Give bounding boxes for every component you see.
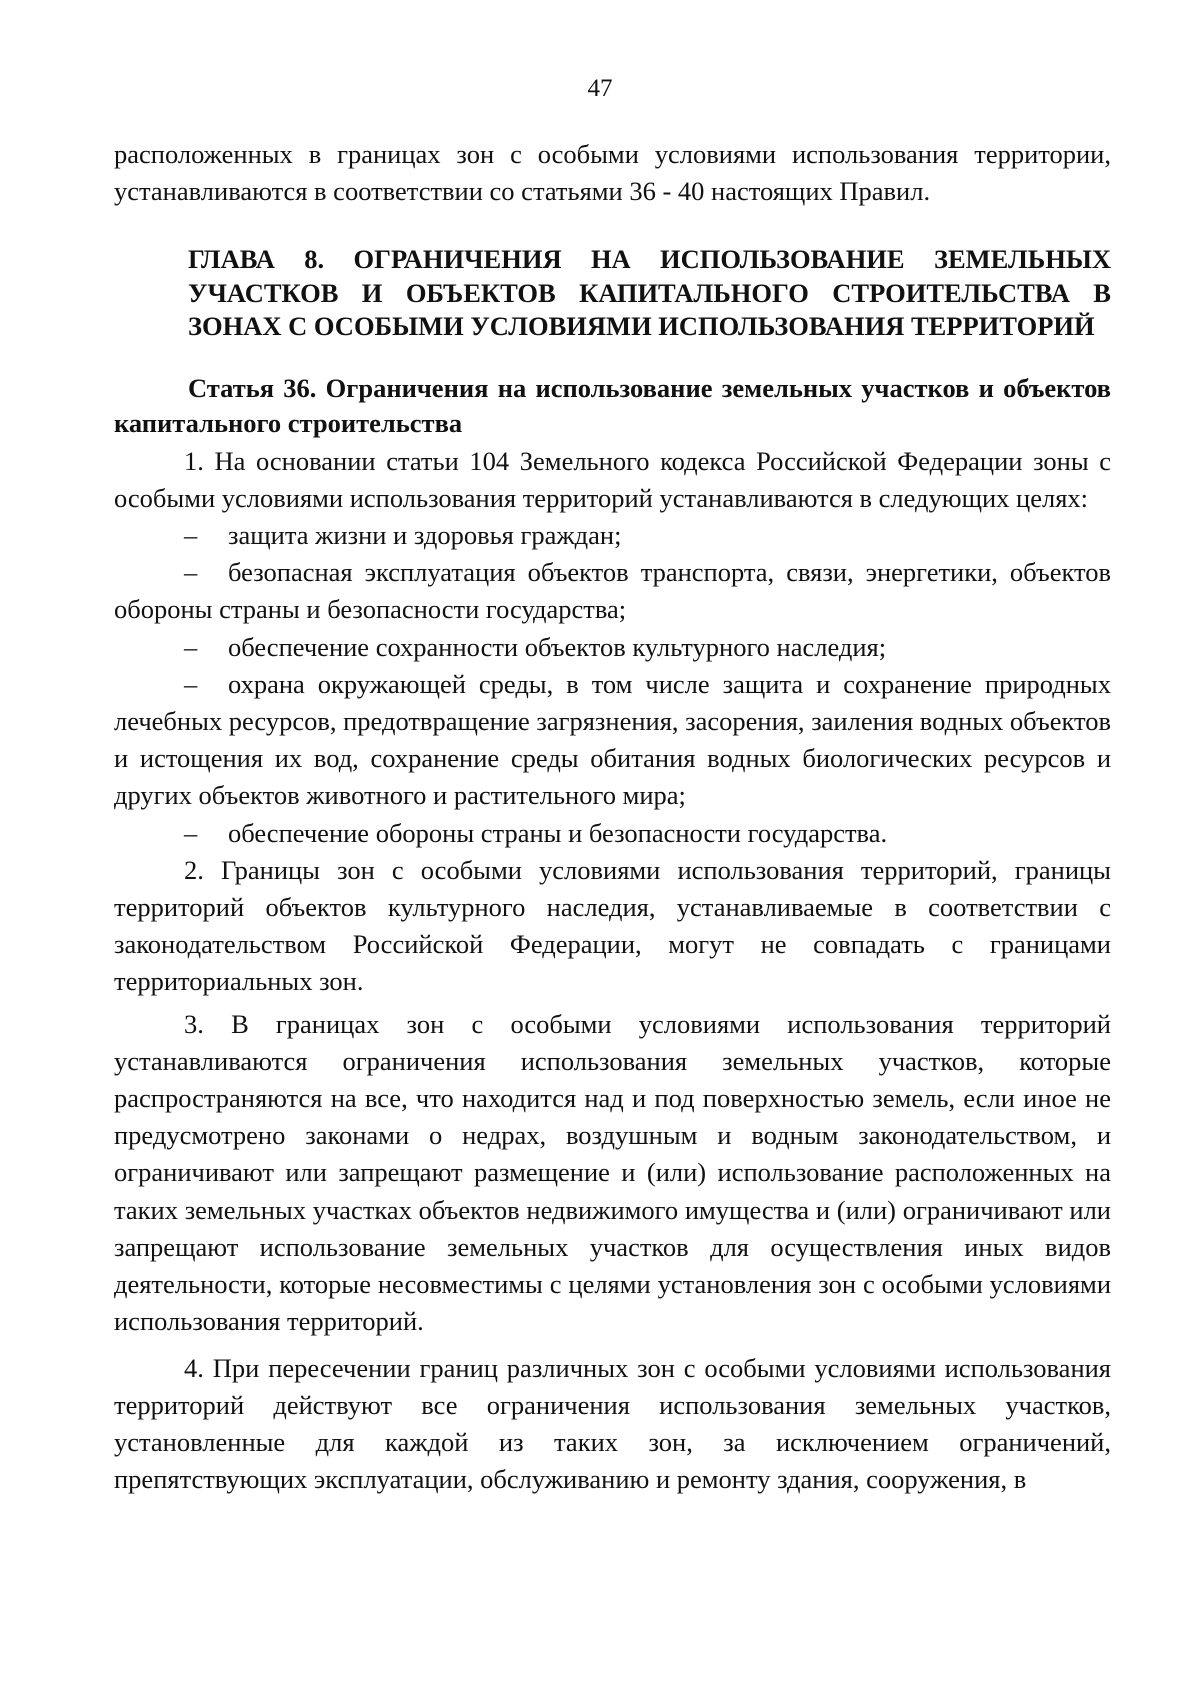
clause-2: 2. Границы зон с особыми условиями использования территорий, границы территорий объектов культурного наследия, устанавливаемые в соответствии с законодательством Российской Федерации, могут не совпадать с границами территориальных зон. [114,854,1111,997]
intro-paragraph: расположенных в границах зон с особыми условиями использования территории, устанавливаются в соответствии со статьями 36 - 40 настоящих Правил. [114,139,1111,207]
dash-marker: – [184,817,198,848]
dash-marker: – [184,520,198,551]
document-body [114,136,1111,1498]
list-item [114,554,1111,628]
clause-3: 3. В границах зон с особыми условиями использования территорий устанавливаются ограничения использования земельных участков, которые распространяются на все, что находится над и под поверхностью земель, если иное не предусмотрено законами о недрах, воздушным и водным законодательством, и ограничивают или запрещают размещение и (или) использование расположенных на таких земельных участках объектов недвижимого имущества и (или) ограничивают или запрещают использование земельных участков для осуществления иных видов деятельности, которые несовместимы с целями установления зон с особыми условиями использования территорий. [114,1008,1111,1337]
list-item [114,517,1111,554]
list-item [114,629,1111,666]
dash-marker: – [184,668,198,699]
list-item-text: защита жизни и здоровья граждан; [228,520,622,551]
list-item [114,666,1111,815]
clause-1: 1. На основании статьи 104 Земельного кодекса Российской Федерации зоны с особыми условиями использования территорий устанавливаются в следующих целях: [114,445,1111,513]
page-number: 47 [587,75,613,102]
clause-4: 4. При пересечении границ различных зон с особыми условиями использования территорий действуют все ограничения использования земельных участков, установленные для каждой из таких зон, за исключением ограничений, препятствующих эксплуатации, обслуживанию и ремонту здания, сооружения, в [114,1352,1111,1495]
list-item-text: охрана окружающей среды, в том числе защита и сохранение природных лечебных ресурсов, предотвращение загрязнения, засорения, заиления водных объектов и истощения их вод, сохранение среды обитания водных биологических ресурсов и других объектов животного и растительного мира; [114,668,1111,811]
list-item-text: безопасная эксплуатация объектов транспорта, связи, энергетики, объектов обороны страны и безопасности государства; [114,557,1111,625]
dash-marker: – [184,631,198,662]
chapter-title: ГЛАВА 8. ОГРАНИЧЕНИЯ НА ИСПОЛЬЗОВАНИЕ ЗЕМЕЛЬНЫХ УЧАСТКОВ И ОБЪЕКТОВ КАПИТАЛЬНОГО СТРОИТЕЛЬСТВА В ЗОНАХ С ОСОБЫМИ УСЛОВИЯМИ ИСПОЛЬЗОВАНИЯ ТЕРРИТОРИЙ [188,244,1111,342]
list-item-text: обеспечение обороны страны и безопасности государства. [228,817,888,848]
list-item [114,815,1111,852]
article-title: Статья 36. Ограничения на использование земельных участков и объектов капитального строительства [114,372,1111,438]
dash-marker: – [184,557,198,588]
list-item-text: обеспечение сохранности объектов культурного наследия; [228,631,887,662]
